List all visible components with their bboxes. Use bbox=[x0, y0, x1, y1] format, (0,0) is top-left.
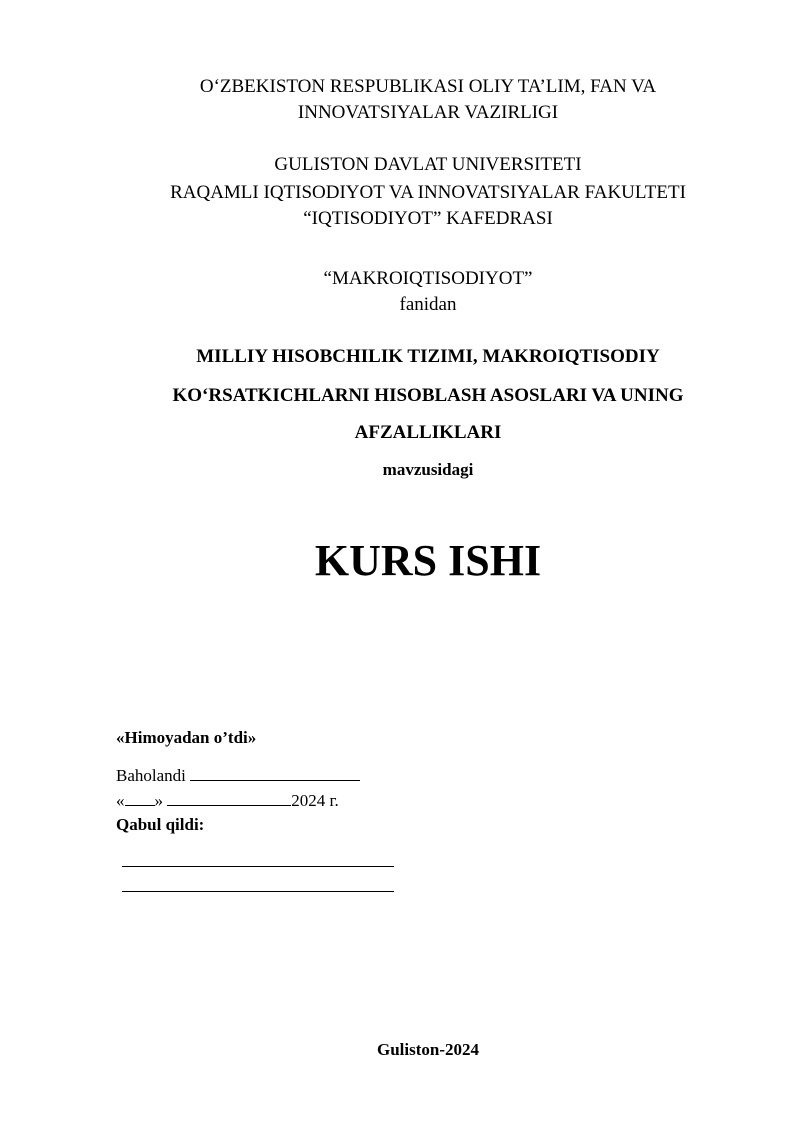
document-type-title: KURS ISHI bbox=[314, 536, 542, 585]
topic-line-3: AFZALLIKLARI bbox=[354, 422, 502, 443]
ministry-line-2: INNOVATSIYALAR VAZIRLIGI bbox=[297, 102, 559, 123]
ministry-line-1: O‘ZBEKISTON RESPUBLIKASI OLIY TA’LIM, FAN VA bbox=[199, 76, 657, 97]
accepted-label: Qabul qildi: bbox=[116, 815, 205, 834]
signature-line-1[interactable] bbox=[122, 866, 394, 867]
department-name: “IQTISODIYOT” KAFEDRASI bbox=[303, 208, 553, 229]
date-row bbox=[116, 791, 339, 811]
grade-label: Baholandi bbox=[116, 766, 186, 785]
city-year: Guliston-2024 bbox=[376, 1040, 480, 1059]
grade-row bbox=[116, 766, 360, 786]
date-month-field[interactable] bbox=[167, 791, 291, 806]
date-open-quote: « bbox=[116, 791, 125, 810]
topic-line-2: KO‘RSATKICHLARNI HISOBLASH ASOSLARI VA UNING bbox=[172, 385, 684, 406]
topic-suffix: mavzusidagi bbox=[382, 460, 474, 479]
date-close-quote: » bbox=[154, 791, 163, 810]
topic-line-1: MILLIY HISOBCHILIK TIZIMI, MAKROIQTISODIY bbox=[196, 346, 660, 367]
signature-line-2[interactable] bbox=[122, 891, 394, 892]
subject-name: “MAKROIQTISODIYOT” bbox=[323, 268, 533, 289]
date-day-field[interactable] bbox=[125, 791, 155, 806]
faculty-name: RAQAMLI IQTISODIYOT VA INNOVATSIYALAR FAKULTETI bbox=[170, 182, 686, 203]
university-name: GULISTON DAVLAT UNIVERSITETI bbox=[274, 154, 582, 175]
defense-title: «Himoyadan o’tdi» bbox=[116, 728, 257, 747]
date-year: 2024 г. bbox=[291, 791, 339, 810]
subject-suffix: fanidan bbox=[399, 294, 457, 315]
grade-field[interactable] bbox=[190, 766, 360, 781]
